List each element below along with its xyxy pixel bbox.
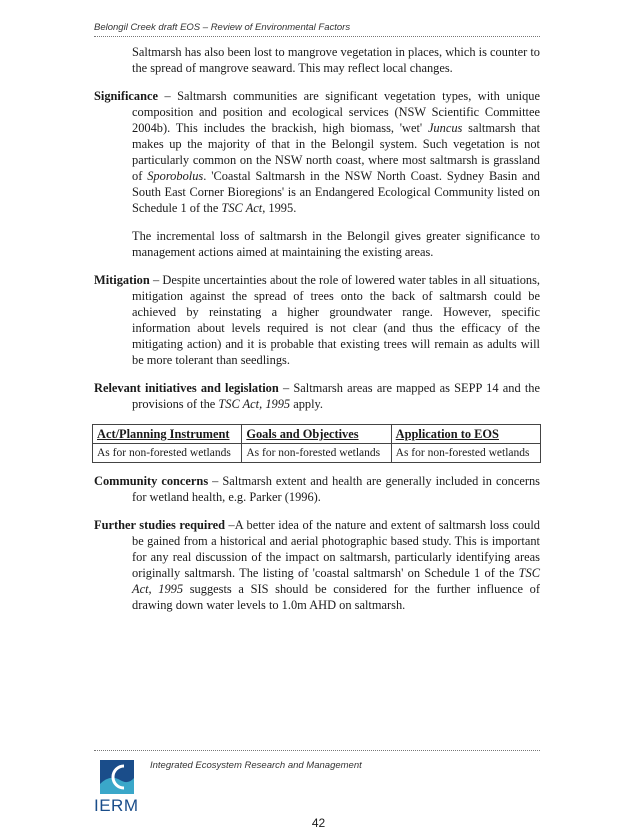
table-cell: As for non-forested wetlands bbox=[391, 444, 540, 463]
table-row bbox=[93, 444, 541, 463]
significance-paragraph-2: The incremental loss of saltmarsh in the Belongil gives greater significance to management actions aimed at maintaining the existing areas. bbox=[132, 229, 540, 259]
table-cell: As for non-forested wetlands bbox=[93, 444, 242, 463]
document-body bbox=[94, 44, 540, 625]
table-header: Application to EOS bbox=[391, 425, 540, 444]
logo-wordmark: IERM bbox=[94, 796, 139, 815]
further-studies-paragraph: Further studies required –A better idea of the nature and extent of saltmarsh loss could be gained from a historical and aerial photographic based study. This is important for any real discussion of the impact on saltmarsh, particularly identifying areas originally saltmarsh. The listing of 'coastal saltmarsh' on Schedule 1 of the TSC Act, 1995 suggests a SIS should be considered for the further influence of drawing down water levels to 1.0m AHD on saltmarsh. bbox=[94, 518, 540, 612]
legislation-table bbox=[92, 424, 541, 463]
table-header: Act/Planning Instrument bbox=[93, 425, 242, 444]
running-header: Belongil Creek draft EOS – Review of Environmental Factors bbox=[94, 22, 351, 33]
initiatives-label: Relevant initiatives and legislation bbox=[94, 381, 279, 395]
significance-paragraph: Significance – Saltmarsh communities are significant vegetation types, with unique composition and position and ecological services (NSW Scientific Committee 2004b). This includes the brackish, high biomass, 'wet' Juncus saltmarsh that makes up the majority of that in the Belongil system. Such vegetation is not particularly common on the NSW north coast, where most saltmarsh is grassland of Sporobolus. 'Coastal Saltmarsh in the NSW North Coast. Sydney Basin and South East Corner Bioregions' is an Endangered Ecological Community listed on Schedule 1 of the TSC Act, 1995. bbox=[94, 89, 541, 215]
community-label: Community concerns bbox=[94, 474, 209, 488]
page-number: 42 bbox=[311, 816, 326, 830]
mitigation-paragraph: Mitigation – Despite uncertainties about the role of lowered water tables in all situations, mitigation against the spread of trees onto the back of saltmarsh could be achieved by reinstating a higher groundwater range. However, specific information about levels required is not clear (and thus the efficacy of the mitigating action) and it is probable that existing trees will remain as adults will be more tolerant than seedlings. bbox=[94, 273, 540, 367]
header-divider bbox=[94, 36, 540, 37]
intro-paragraph: Saltmarsh has also been lost to mangrove vegetation in places, which is counter to the spread of mangrove seaward. This may reflect local changes. bbox=[132, 45, 540, 75]
significance-label: Significance bbox=[94, 89, 159, 103]
initiatives-paragraph: Relevant initiatives and legislation – Saltmarsh areas are mapped as SEPP 14 and the provisions of the TSC Act, 1995 apply. bbox=[94, 381, 540, 411]
further-studies-label: Further studies required bbox=[94, 518, 225, 532]
footer-divider bbox=[94, 750, 540, 751]
community-paragraph: Community concerns – Saltmarsh extent and health are generally included in concerns for wetland health, e.g. Parker (1996). bbox=[94, 474, 540, 504]
table-cell: As for non-forested wetlands bbox=[242, 444, 391, 463]
table-header-row bbox=[93, 425, 541, 444]
footer-organisation: Integrated Ecosystem Research and Management bbox=[150, 760, 362, 771]
table-header: Goals and Objectives bbox=[242, 425, 391, 444]
mitigation-label: Mitigation bbox=[94, 273, 150, 287]
